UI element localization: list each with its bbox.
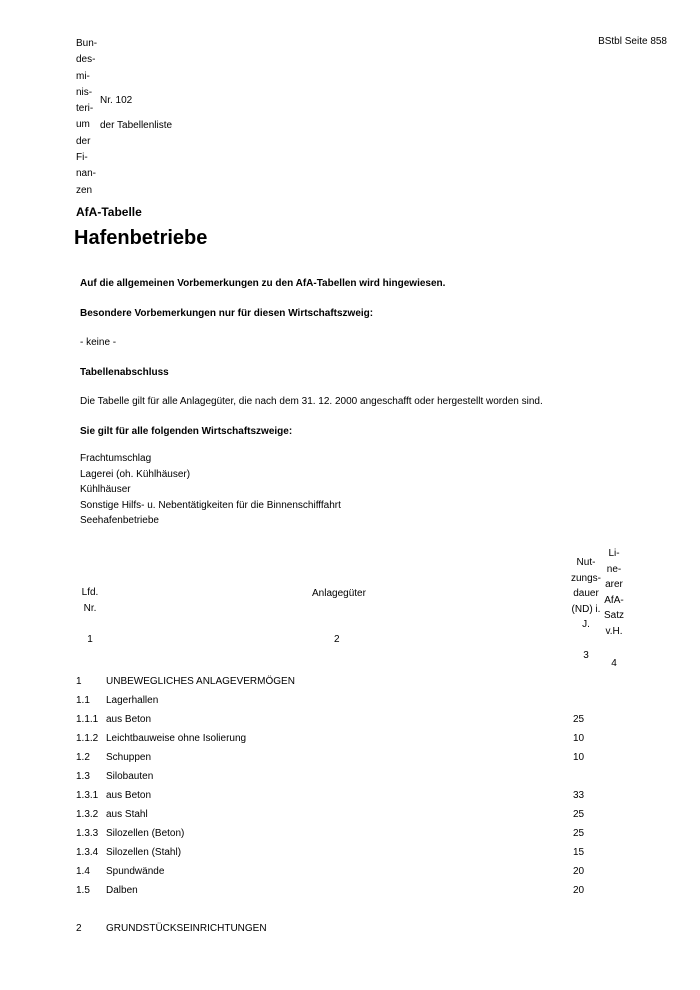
row-asset: aus Beton [106,790,152,801]
ministry-line: des- [76,54,96,66]
section-number: 2 [76,923,82,934]
col-rate-header-line: Satz [603,610,624,622]
table-row [0,790,700,809]
row-asset: Silozellen (Beton) [106,828,185,839]
row-useful-life: 25 [573,809,585,820]
col-rate-header-line: AfA- [604,594,624,606]
sectors-list [80,451,341,529]
row-number: 1.2 [76,752,90,763]
row-asset: Silobauten [106,771,154,782]
col-rate-header-line: arer [605,579,623,591]
section-title: GRUNDSTÜCKSEINRICHTUNGEN [106,923,267,934]
col-rate-header-line: ne- [606,563,622,575]
row-number: 1.1 [76,695,90,706]
list-item: Seehafenbetriebe [80,515,159,527]
row-number: 1.3 [76,771,90,782]
row-useful-life: 10 [573,752,585,763]
ministry-line: mi- [76,70,90,82]
row-number: 1.3.1 [76,790,99,801]
ministry-line: nis- [76,86,93,98]
ministry-line: der [76,135,91,147]
row-number: 1.3.4 [76,847,99,858]
col-rate-header-line: v.H. [605,625,623,637]
intro-note: Auf die allgemeinen Vorbemerkungen zu den AfA-Tabellen wird hingewiesen. [80,278,446,289]
col-nr-index: 1 [87,634,93,645]
ministry-line: zen [76,184,93,196]
col-nd-header-line: J. [582,619,590,631]
row-asset: Silozellen (Stahl) [106,847,182,858]
ministry-line: Fi- [76,152,88,164]
row-useful-life: 25 [573,828,585,839]
row-number: 1.4 [76,866,90,877]
closing-text: Die Tabelle gilt für alle Anlagegüter, die nach dem 31. 12. 2000 angeschafft oder hergestellt worden sind. [80,396,543,407]
col-nr-header [80,585,100,616]
row-useful-life: 20 [573,866,585,877]
row-useful-life: 33 [573,790,585,801]
col-rate-header [600,546,628,640]
row-useful-life: 15 [573,847,585,858]
col-asset-index: 2 [334,634,340,645]
row-number: 1.3.3 [76,828,99,839]
list-item: Lagerei (oh. Kühlhäuser) [80,468,191,480]
closing-heading: Tabellenabschluss [80,367,169,378]
sectors-heading: Sie gilt für alle folgenden Wirtschaftszweige: [80,426,293,437]
row-asset: Schuppen [106,752,152,763]
ministry-line: um [76,119,90,131]
table-row [0,828,700,847]
row-useful-life: 20 [573,885,585,896]
page-title: Hafenbetriebe [74,227,208,249]
col-nr-header-line: Nr. [83,602,97,614]
table-number: Nr. 102 [100,95,133,106]
table-row [0,866,700,885]
row-asset: aus Stahl [106,809,148,820]
col-nd-header-line: zungs- [570,572,601,584]
table-row [0,714,700,733]
col-nd-header-line: Nut- [576,557,596,568]
row-number: 1.1.1 [76,714,99,725]
row-asset: Dalben [106,885,138,896]
ministry-line: nan- [76,168,97,180]
row-number: 1.5 [76,885,90,896]
list-item: Frachtumschlag [80,453,152,464]
col-nd-header-line: dauer [573,588,599,600]
row-asset: Lagerhallen [106,695,159,706]
row-number: 1.1.2 [76,733,99,744]
row-asset: UNBEWEGLICHES ANLAGEVERMÖGEN [106,676,295,687]
row-useful-life: 25 [573,714,585,725]
ministry-name [76,36,100,199]
ministry-line: teri- [76,103,94,115]
table-list-label: der Tabellenliste [100,120,173,131]
table-row [0,733,700,752]
col-nr-header-line: Lfd. [81,587,99,598]
list-item: Sonstige Hilfs- u. Nebentätigkeiten für die Binnenschifffahrt [80,499,341,511]
row-asset: aus Beton [106,714,152,725]
row-useful-life: 10 [573,733,585,744]
special-remarks-text: - keine - [80,337,117,348]
row-asset: Spundwände [106,866,165,877]
row-number: 1 [76,676,82,687]
col-rate-index: 4 [611,658,617,669]
row-number: 1.3.2 [76,809,99,820]
table-row [0,676,700,695]
col-nd-index: 3 [583,650,589,661]
table-row [0,847,700,866]
row-asset: Leichtbauweise ohne Isolierung [106,733,247,744]
list-item: Kühlhäuser [80,484,131,496]
col-rate-header-line: Li- [608,548,620,559]
table-row [0,695,700,714]
table-row [0,809,700,828]
table-row [0,752,700,771]
col-nd-header-line: (ND) i. [571,603,601,615]
col-asset-header: Anlagegüter [312,588,366,599]
page-reference: BStbl Seite 858 [598,36,667,47]
table-row [0,771,700,790]
section-row [0,923,700,942]
table-row [0,885,700,904]
ministry-line: Bun- [76,38,98,49]
doc-kicker: AfA-Tabelle [76,205,142,219]
special-remarks-heading: Besondere Vorbemerkungen nur für diesen Wirtschaftszweig: [80,308,374,319]
